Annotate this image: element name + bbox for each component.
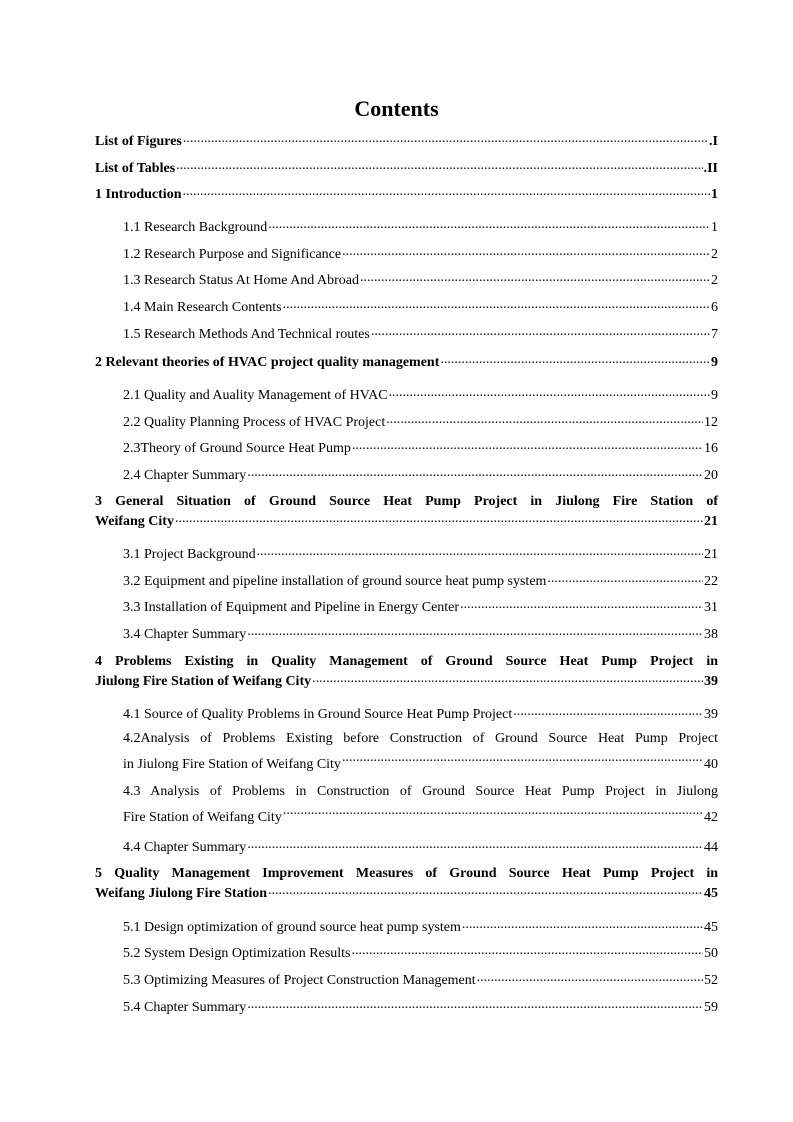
toc-label-line1: 5 Quality Management Improvement Measures of Ground Source Heat Pump Project in [95, 866, 718, 881]
toc-page: 21 [704, 547, 718, 562]
toc-entry-4-3[interactable] [123, 779, 718, 831]
leader-dots [342, 754, 703, 768]
toc-label: 5.4 Chapter Summary [123, 1000, 247, 1015]
toc-label: 2.1 Quality and Auality Management of HVAC [123, 388, 388, 403]
toc-label: 3.1 Project Background [123, 547, 256, 562]
leader-dots [462, 917, 703, 931]
toc-label: 1.1 Research Background [123, 220, 268, 235]
toc-page: 45 [704, 886, 718, 901]
toc-page: 40 [704, 757, 718, 772]
toc-entry-5-1[interactable] [123, 917, 718, 937]
toc-page: 12 [704, 415, 718, 430]
toc-entry-1-4[interactable] [123, 297, 718, 317]
toc-entry-chapter-3[interactable] [95, 493, 718, 531]
leader-dots [268, 217, 710, 231]
leader-dots [283, 807, 703, 821]
leader-dots [176, 158, 702, 172]
toc-entry-2-2[interactable] [123, 412, 718, 432]
toc-page: 20 [704, 468, 718, 483]
toc-page: 7 [711, 327, 718, 342]
toc-label: 1.5 Research Methods And Technical routes [123, 327, 370, 342]
toc-entry-5-4[interactable] [123, 997, 718, 1017]
toc-entry-chapter-5[interactable] [95, 865, 718, 903]
toc-entry-3-4[interactable] [123, 624, 718, 644]
toc-label-line2: Weifang Jiulong Fire Station [95, 886, 268, 901]
leader-dots [247, 837, 703, 851]
toc-page: 16 [704, 441, 718, 456]
toc-entry-1-1[interactable] [123, 217, 718, 237]
toc-page: 39 [704, 674, 718, 689]
leader-dots [247, 997, 703, 1011]
toc-entry-1-5[interactable] [123, 324, 718, 344]
toc-label: 1.2 Research Purpose and Significance [123, 247, 342, 262]
toc-label: 2.2 Quality Planning Process of HVAC Project [123, 415, 386, 430]
toc-entry-2-3[interactable] [123, 438, 718, 458]
toc-entry-4-2[interactable] [123, 726, 718, 778]
leader-dots [352, 943, 704, 957]
toc-page: 45 [704, 920, 718, 935]
toc-page: 1 [711, 187, 718, 202]
toc-label: List of Tables [95, 161, 176, 176]
toc-entry-3-2[interactable] [123, 571, 718, 591]
toc-label-line2: in Jiulong Fire Station of Weifang City [123, 757, 341, 772]
toc-entry-1-2[interactable] [123, 244, 718, 264]
toc-page: 9 [711, 355, 718, 370]
leader-dots [257, 544, 703, 558]
toc-label: 1 Introduction [95, 187, 182, 202]
toc-label: List of Figures [95, 134, 182, 149]
toc-label: 2.3Theory of Ground Source Heat Pump [123, 441, 351, 456]
leader-dots [386, 412, 703, 426]
toc-page: 9 [711, 388, 718, 403]
toc-label: 4.4 Chapter Summary [123, 840, 247, 855]
leader-dots [182, 184, 710, 198]
toc-label-line2: Fire Station of Weifang City [123, 810, 282, 825]
toc-label: 3.3 Installation of Equipment and Pipeline in Energy Center [123, 600, 460, 615]
toc-entry-2-4[interactable] [123, 465, 718, 485]
leader-dots [477, 970, 703, 984]
leader-dots [440, 352, 710, 366]
toc-entry-3-3[interactable] [123, 597, 718, 617]
toc-label-line2: Jiulong Fire Station of Weifang City [95, 674, 312, 689]
toc-page: 59 [704, 1000, 718, 1015]
leader-dots [460, 597, 703, 611]
toc-entry-4-1[interactable] [123, 704, 718, 724]
toc-page: 44 [704, 840, 718, 855]
toc-label: 1.4 Main Research Contents [123, 300, 282, 315]
leader-dots [247, 624, 703, 638]
toc-page: 31 [704, 600, 718, 615]
toc-page: 50 [704, 946, 718, 961]
toc-label-line1: 4.2Analysis of Problems Existing before Construction of Ground Source Heat Pump Project [123, 731, 718, 746]
toc-label-line1: 4.3 Analysis of Problems in Construction of Ground Source Heat Pump Project in Jiulong [123, 784, 718, 799]
toc-label: 3.2 Equipment and pipeline installation of ground source heat pump system [123, 574, 547, 589]
toc-label: 5.2 System Design Optimization Results [123, 946, 351, 961]
leader-dots [360, 270, 710, 284]
leader-dots [547, 571, 703, 585]
toc-page: 2 [711, 273, 718, 288]
leader-dots [283, 297, 710, 311]
toc-label-line1: 4 Problems Existing in Quality Management of Ground Source Heat Pump Project in [95, 654, 718, 669]
toc-page: .I [709, 134, 718, 149]
toc-label: 5.3 Optimizing Measures of Project Construction Management [123, 973, 476, 988]
toc-entry-list-of-tables[interactable] [95, 158, 718, 178]
leader-dots [312, 671, 703, 685]
leader-dots [268, 883, 703, 897]
leader-dots [513, 704, 703, 718]
toc-page: 39 [704, 707, 718, 722]
toc-entry-chapter-1[interactable] [95, 184, 718, 204]
toc-page: 21 [704, 514, 718, 529]
toc-label-line2: Weifang City [95, 514, 174, 529]
toc-entry-4-4[interactable] [123, 837, 718, 857]
toc-entry-5-3[interactable] [123, 970, 718, 990]
leader-dots [352, 438, 703, 452]
leader-dots [342, 244, 710, 258]
toc-entry-1-3[interactable] [123, 270, 718, 290]
toc-page: 1 [711, 220, 718, 235]
toc-label-line1: 3 General Situation of Ground Source Heat Pump Project in Jiulong Fire Station of [95, 494, 718, 509]
toc-entry-2-1[interactable] [123, 385, 718, 405]
toc-page: 2 [711, 247, 718, 262]
page-title: Contents [354, 96, 439, 121]
toc-entry-chapter-4[interactable] [95, 653, 718, 691]
toc-entry-3-1[interactable] [123, 544, 718, 564]
toc-label: 4.1 Source of Quality Problems in Ground Source Heat Pump Project [123, 707, 513, 722]
toc-page: .II [703, 161, 718, 176]
toc-page: 52 [704, 973, 718, 988]
leader-dots [371, 324, 710, 338]
toc-page: 6 [711, 300, 718, 315]
leader-dots [389, 385, 710, 399]
toc-page: 42 [704, 810, 718, 825]
leader-dots [183, 131, 708, 145]
toc-label: 2.4 Chapter Summary [123, 468, 247, 483]
toc-label: 5.1 Design optimization of ground source heat pump system [123, 920, 461, 935]
toc-label: 2 Relevant theories of HVAC project quality management [95, 355, 440, 370]
toc-label: 1.3 Research Status At Home And Abroad [123, 273, 360, 288]
leader-dots [175, 511, 703, 525]
toc-entry-chapter-2[interactable] [95, 352, 718, 372]
toc-entry-5-2[interactable] [123, 943, 718, 963]
toc-label: 3.4 Chapter Summary [123, 627, 247, 642]
toc-page: 38 [704, 627, 718, 642]
leader-dots [247, 465, 703, 479]
toc-entry-list-of-figures[interactable] [95, 131, 718, 151]
toc-page: 22 [704, 574, 718, 589]
